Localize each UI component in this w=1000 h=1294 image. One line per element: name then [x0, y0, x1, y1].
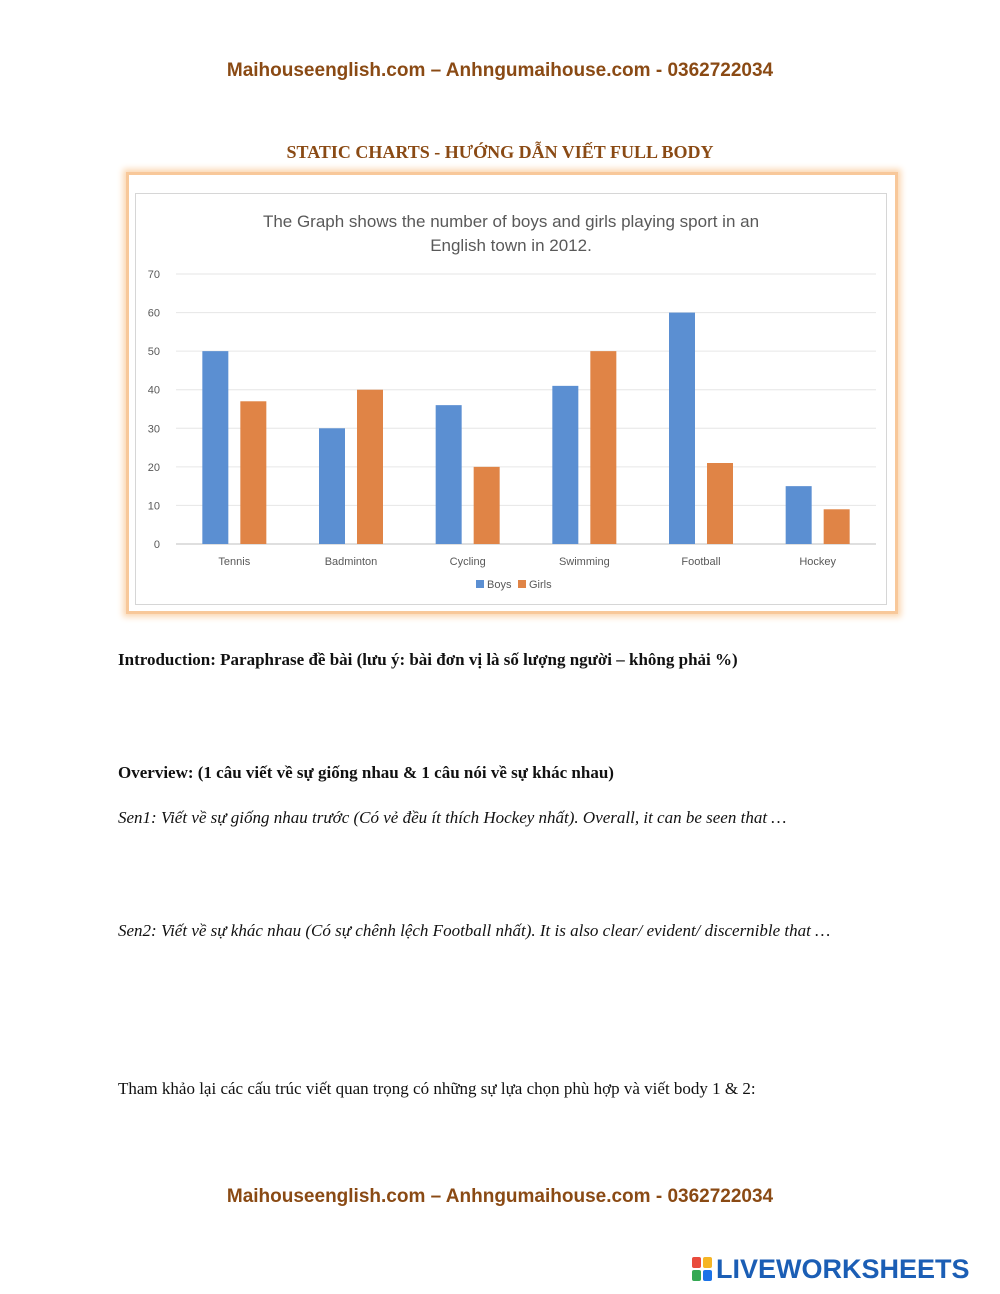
y-tick-label: 10 — [147, 500, 160, 513]
bar-chart — [136, 194, 886, 604]
footer-contact: Maihouseenglish.com – Anhngumaihouse.com - 0362722034 — [226, 1186, 774, 1207]
bar-girls-swimming — [590, 351, 616, 544]
y-tick-label: 20 — [147, 461, 160, 474]
chart-title-line-1: The Graph shows the number of boys and girls playing sport in an — [262, 212, 760, 231]
bar-boys-swimming — [552, 386, 578, 544]
bar-boys-tennis — [202, 351, 228, 544]
header-contact: Maihouseenglish.com – Anhngumaihouse.com - 0362722034 — [226, 60, 774, 81]
bar-girls-cycling — [474, 467, 500, 544]
x-tick-label: Cycling — [449, 556, 486, 568]
x-tick-label: Badminton — [324, 556, 378, 568]
bar-girls-tennis — [240, 401, 266, 544]
y-tick-label: 60 — [147, 307, 160, 320]
liveworksheets-logo-icon — [692, 1257, 712, 1281]
bar-boys-hockey — [786, 486, 812, 544]
legend-label-girls: Girls — [529, 579, 552, 591]
y-tick-label: 0 — [153, 539, 160, 551]
body-instruction: Tham khảo lại các cấu trúc viết quan trọng có những sự lựa chọn phù hợp và viết body 1 & 2: — [118, 1079, 756, 1098]
y-tick-label: 70 — [147, 269, 160, 281]
legend-label-boys: Boys — [487, 579, 512, 591]
x-tick-label: Swimming — [558, 556, 610, 568]
legend-swatch-girls — [518, 580, 526, 588]
x-tick-label: Hockey — [799, 556, 837, 568]
bar-boys-football — [669, 313, 695, 544]
bar-girls-hockey — [824, 509, 850, 544]
document-title: STATIC CHARTS - HƯỚNG DẪN VIẾT FULL BODY — [286, 142, 714, 162]
y-tick-label: 30 — [147, 423, 160, 436]
x-tick-label: Football — [681, 556, 721, 568]
liveworksheets-logo-text: LIVEWORKSHEETS — [716, 1253, 970, 1284]
chart-area — [135, 193, 887, 605]
introduction-instruction: Introduction: Paraphrase đề bài (lưu ý: bài đơn vị là số lượng người – không phải %) — [118, 650, 738, 669]
sentence-1-instruction: Sen1: Viết về sự giống nhau trước (Có vẻ đều ít thích Hockey nhất). Overall, it can be seen that … — [118, 808, 787, 827]
chart-frame — [126, 172, 898, 614]
x-tick-label: Tennis — [218, 556, 251, 568]
sentence-2-instruction: Sen2: Viết về sự khác nhau (Có sự chênh lệch Football nhất). It is also clear/ evident/ discernible that … — [118, 921, 831, 940]
chart-title-line-2: English town in 2012. — [430, 236, 592, 255]
y-tick-label: 40 — [147, 384, 160, 397]
bar-girls-football — [707, 463, 733, 544]
liveworksheets-logo[interactable] — [692, 1254, 970, 1284]
y-tick-label: 50 — [147, 346, 160, 359]
overview-instruction: Overview: (1 câu viết về sự giống nhau & 1 câu nói về sự khác nhau) — [118, 763, 614, 782]
legend-swatch-boys — [476, 580, 484, 588]
bar-boys-cycling — [436, 405, 462, 544]
bar-girls-badminton — [357, 390, 383, 544]
bar-boys-badminton — [319, 428, 345, 544]
